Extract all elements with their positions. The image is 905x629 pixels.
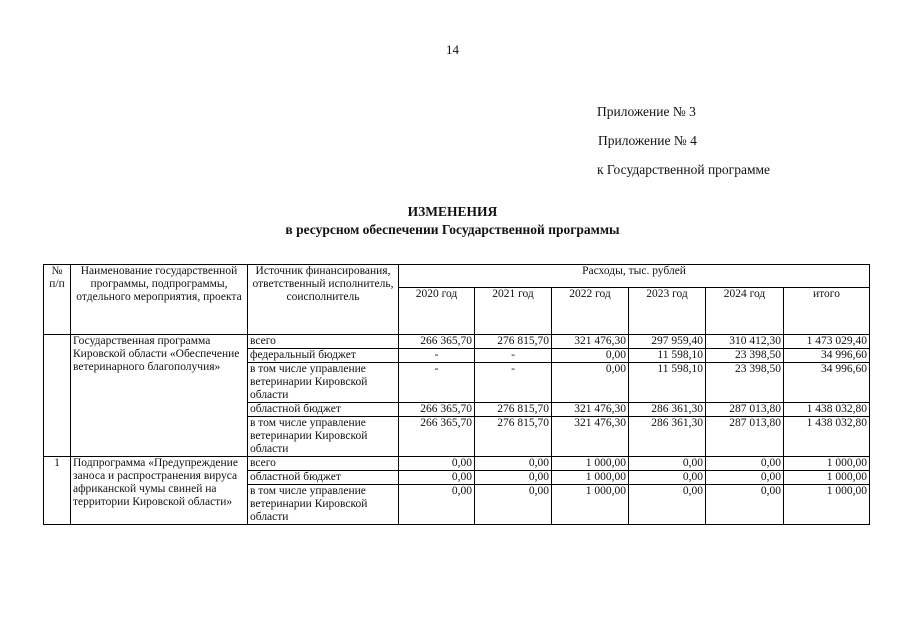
- year-value: 0,00: [706, 457, 784, 471]
- header-name: Наименование государственной программы, подпрограммы, отдельного мероприятия, проекта: [71, 265, 248, 335]
- funding-source: в том числе управление ветеринарии Кировской области: [248, 417, 399, 457]
- year-value: 0,00: [399, 485, 475, 525]
- funding-source: в том числе управление ветеринарии Кировской области: [248, 485, 399, 525]
- header-year: 2023 год: [629, 288, 706, 335]
- total-value: 34 996,60: [784, 363, 870, 403]
- year-value: -: [475, 349, 552, 363]
- row-number: 1: [44, 457, 71, 525]
- year-value: -: [399, 349, 475, 363]
- total-value: 1 473 029,40: [784, 335, 870, 349]
- year-value: 321 476,30: [552, 417, 629, 457]
- header-year: 2022 год: [552, 288, 629, 335]
- year-value: 0,00: [706, 471, 784, 485]
- header-num: № п/п: [44, 265, 71, 335]
- document-title: ИЗМЕНЕНИЯ: [407, 204, 498, 219]
- year-value: 1 000,00: [552, 471, 629, 485]
- year-value: 287 013,80: [706, 417, 784, 457]
- year-value: 23 398,50: [706, 349, 784, 363]
- year-value: 0,00: [706, 485, 784, 525]
- year-value: 0,00: [475, 485, 552, 525]
- header-year: 2020 год: [399, 288, 475, 335]
- page-number: 14: [446, 42, 459, 57]
- header-total: итого: [784, 288, 870, 335]
- year-value: 266 365,70: [399, 403, 475, 417]
- year-value: 0,00: [399, 471, 475, 485]
- total-value: 1 438 032,80: [784, 417, 870, 457]
- year-value: 276 815,70: [475, 417, 552, 457]
- year-value: 0,00: [475, 471, 552, 485]
- table-row: [44, 335, 870, 349]
- year-value: 266 365,70: [399, 417, 475, 457]
- total-value: 1 438 032,80: [784, 403, 870, 417]
- total-value: 34 996,60: [784, 349, 870, 363]
- year-value: 0,00: [399, 457, 475, 471]
- document-subtitle: в ресурсном обеспечении Государственной программы: [285, 222, 620, 237]
- year-value: 276 815,70: [475, 403, 552, 417]
- year-value: 286 361,30: [629, 417, 706, 457]
- year-value: 287 013,80: [706, 403, 784, 417]
- total-value: 1 000,00: [784, 471, 870, 485]
- year-value: 0,00: [629, 457, 706, 471]
- header-expenses: Расходы, тыс. рублей: [399, 265, 870, 288]
- resource-table: [43, 264, 870, 525]
- appendix-line-2: Приложение № 4: [598, 133, 697, 148]
- appendix-line-1: Приложение № 3: [597, 104, 696, 119]
- year-value: 1 000,00: [552, 485, 629, 525]
- appendix-line-3: к Государственной программе: [597, 162, 771, 177]
- year-value: -: [475, 363, 552, 403]
- year-value: 11 598,10: [629, 363, 706, 403]
- total-value: 1 000,00: [784, 485, 870, 525]
- funding-source: областной бюджет: [248, 403, 399, 417]
- header-source: Источник финансирования, ответственный исполнитель, соисполнитель: [248, 265, 399, 335]
- year-value: 11 598,10: [629, 349, 706, 363]
- year-value: 297 959,40: [629, 335, 706, 349]
- year-value: -: [399, 363, 475, 403]
- program-name: Государственная программа Кировской области «Обеспечение ветеринарного благополучия»: [71, 335, 248, 457]
- program-name: Подпрограмма «Предупреждение заноса и распространения вируса африканской чумы свиней на территории Кировской области»: [71, 457, 248, 525]
- year-value: 0,00: [629, 485, 706, 525]
- funding-source: всего: [248, 335, 399, 349]
- year-value: 276 815,70: [475, 335, 552, 349]
- year-value: 310 412,30: [706, 335, 784, 349]
- funding-source: областной бюджет: [248, 471, 399, 485]
- year-value: 23 398,50: [706, 363, 784, 403]
- funding-source: федеральный бюджет: [248, 349, 399, 363]
- header-year: 2024 год: [706, 288, 784, 335]
- year-value: 321 476,30: [552, 403, 629, 417]
- table-row: [44, 457, 870, 471]
- total-value: 1 000,00: [784, 457, 870, 471]
- year-value: 0,00: [552, 349, 629, 363]
- funding-source: в том числе управление ветеринарии Кировской области: [248, 363, 399, 403]
- year-value: 0,00: [475, 457, 552, 471]
- year-value: 0,00: [552, 363, 629, 403]
- row-number: [44, 335, 71, 457]
- year-value: 286 361,30: [629, 403, 706, 417]
- year-value: 321 476,30: [552, 335, 629, 349]
- year-value: 1 000,00: [552, 457, 629, 471]
- header-year: 2021 год: [475, 288, 552, 335]
- year-value: 266 365,70: [399, 335, 475, 349]
- year-value: 0,00: [629, 471, 706, 485]
- funding-source: всего: [248, 457, 399, 471]
